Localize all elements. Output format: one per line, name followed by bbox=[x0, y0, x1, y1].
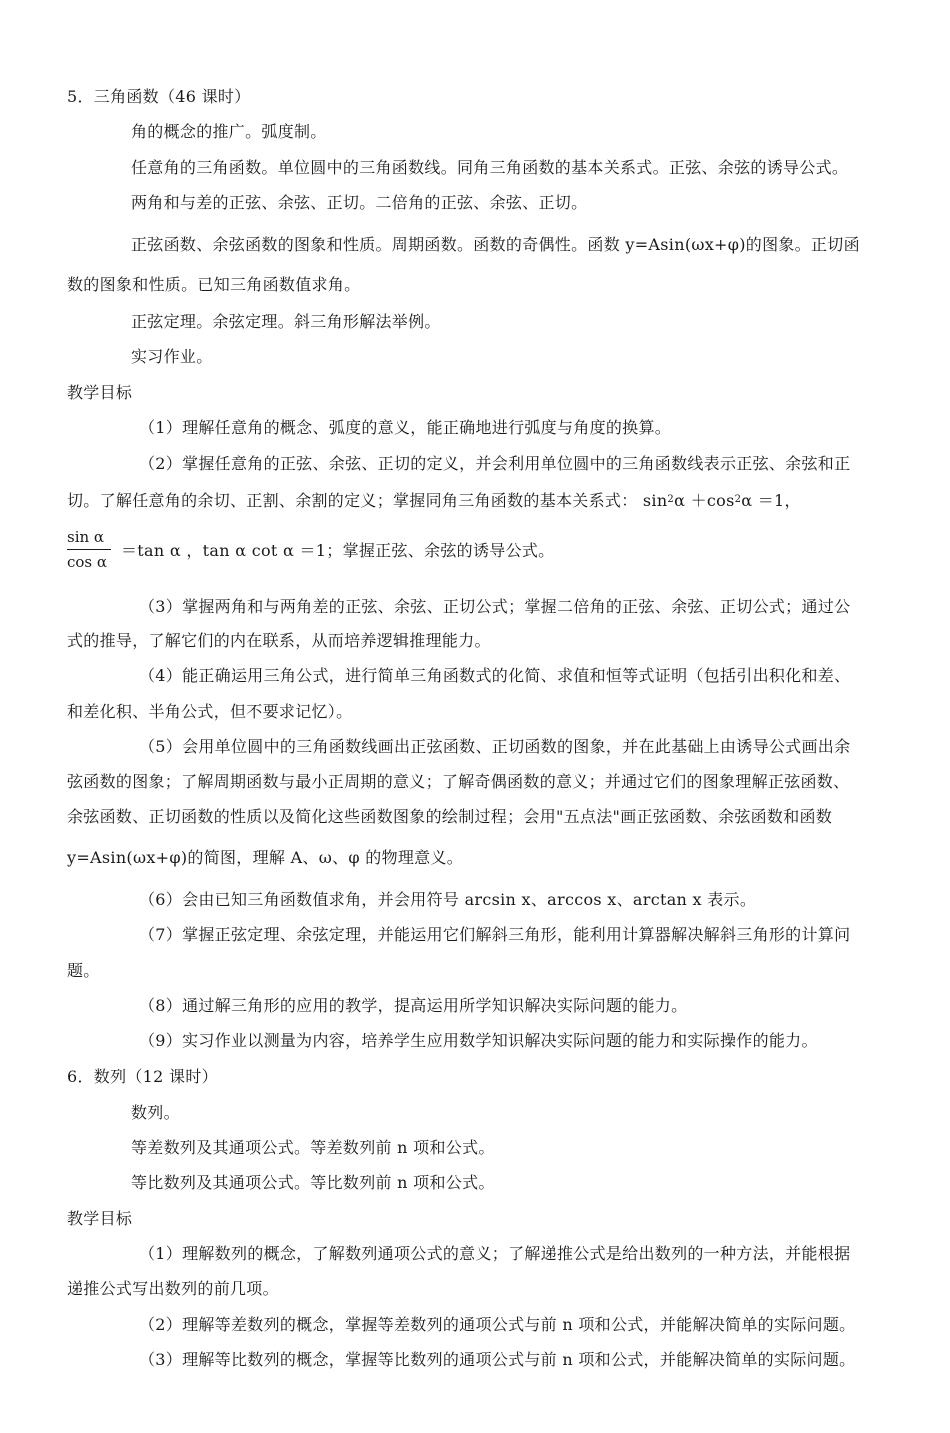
trig-content-line: 角的概念的推广。弧度制。 bbox=[131, 122, 327, 141]
seq-content-line: 等比数列及其通项公式。等比数列前 n 项和公式。 bbox=[131, 1173, 495, 1192]
goal-item: （2）理解等差数列的概念，掌握等差数列的通项公式与前 n 项和公式，并能解决简单的实际问题。 bbox=[139, 1315, 856, 1334]
goal-item: （1）理解任意角的概念、弧度的意义，能正确地进行弧度与角度的换算。 bbox=[139, 418, 672, 437]
trig-content-line: 数的图象和性质。已知三角函数值求角。 bbox=[67, 275, 361, 294]
goal-item-continued: 切。了解任意角的余切、正割、余割的定义；掌握同角三角函数的基本关系式： $\sin^2\alpha +\cos^2\alpha =1$， bbox=[67, 491, 801, 510]
fraction-sin-over-cos bbox=[67, 527, 113, 572]
seq-content-line: 等差数列及其通项公式。等差数列前 n 项和公式。 bbox=[131, 1138, 495, 1157]
trig-content-line: 正弦函数、余弦函数的图象和性质。周期函数。函数的奇偶性。函数 y=Asin(ωx+φ)的图象。正切函 bbox=[131, 235, 860, 254]
goal-item: （9）实习作业以测量为内容，培养学生应用数学知识解决实际问题的能力和实际操作的能力。 bbox=[139, 1031, 818, 1050]
goal-item: （1）理解数列的概念，了解数列通项公式的意义；了解递推公式是给出数列的一种方法，并能根据 bbox=[139, 1244, 851, 1263]
goal-item: （7）掌握正弦定理、余弦定理，并能运用它们解斜三角形，能利用计算器解决解斜三角形的计算问 bbox=[139, 925, 851, 944]
goal-item: （3）理解等比数列的概念，掌握等比数列的通项公式与前 n 项和公式，并能解决简单的实际问题。 bbox=[139, 1350, 856, 1369]
goal-item-continued: 递推公式写出数列的前几项。 bbox=[67, 1279, 279, 1298]
goal-item: （4）能正确运用三角公式，进行简单三角函数式的化简、求值和恒等式证明（包括引出积化和差、 bbox=[139, 666, 851, 685]
trig-content-line: 两角和与差的正弦、余弦、正切。二倍角的正弦、余弦、正切。 bbox=[131, 193, 588, 212]
goal-item-continued: 余弦函数、正切函数的性质以及简化这些函数图象的绘制过程；会用"五点法"画正弦函数、余弦函数和函数 bbox=[67, 807, 833, 826]
goal-item-continued: y=Asin(ωx+φ)的简图，理解 A、ω、φ 的物理意义。 bbox=[67, 848, 464, 867]
goals-heading: 教学目标 bbox=[67, 1209, 133, 1228]
goal-item-continued: 式的推导，了解它们的内在联系，从而培养逻辑推理能力。 bbox=[67, 631, 491, 650]
trig-content-line: 实习作业。 bbox=[131, 347, 213, 366]
goal-item-continued: ＝tan α ，tan α cot α ＝1；掌握正弦、余弦的诱导公式。 bbox=[121, 541, 555, 560]
trig-content-line: 正弦定理。余弦定理。斜三角形解法举例。 bbox=[131, 312, 441, 331]
fraction-bar bbox=[67, 549, 111, 550]
goal-item: （5）会用单位圆中的三角函数线画出正弦函数、正切函数的图象，并在此基础上由诱导公式画出余 bbox=[139, 737, 851, 756]
goal-item: （2）掌握任意角的正弦、余弦、正切的定义，并会利用单位圆中的三角函数线表示正弦、余弦和正 bbox=[139, 454, 851, 473]
goals-heading: 教学目标 bbox=[67, 383, 133, 402]
fraction-denominator: cos α bbox=[67, 553, 108, 571]
goal-item: （8）通过解三角形的应用的教学，提高运用所学知识解决实际问题的能力。 bbox=[139, 996, 688, 1015]
seq-content-line: 数列。 bbox=[131, 1103, 180, 1122]
fraction-numerator: sin α bbox=[67, 528, 105, 546]
trig-content-line: 任意角的三角函数。单位圆中的三角函数线。同角三角函数的基本关系式。正弦、余弦的诱导公式。 bbox=[131, 158, 849, 177]
goal-item-continued: 题。 bbox=[67, 961, 100, 980]
section-heading-sequence: 6．数列（12 课时） bbox=[67, 1067, 218, 1086]
goal-item-continued: 和差化积、半角公式，但不要求记忆）。 bbox=[67, 702, 353, 721]
goal-item: （3）掌握两角和与两角差的正弦、余弦、正切公式；掌握二倍角的正弦、余弦、正切公式；通过公 bbox=[139, 597, 851, 616]
goal-item: （6）会由已知三角函数值求角，并会用符号 arcsin x、arccos x、arctan x 表示。 bbox=[139, 890, 757, 909]
section-heading-trig: 5．三角函数（46 课时） bbox=[67, 87, 251, 106]
goal-item-continued: 弦函数的图象；了解周期函数与最小正周期的意义；了解奇偶函数的意义；并通过它们的图象理解正弦函数、 bbox=[67, 772, 850, 791]
